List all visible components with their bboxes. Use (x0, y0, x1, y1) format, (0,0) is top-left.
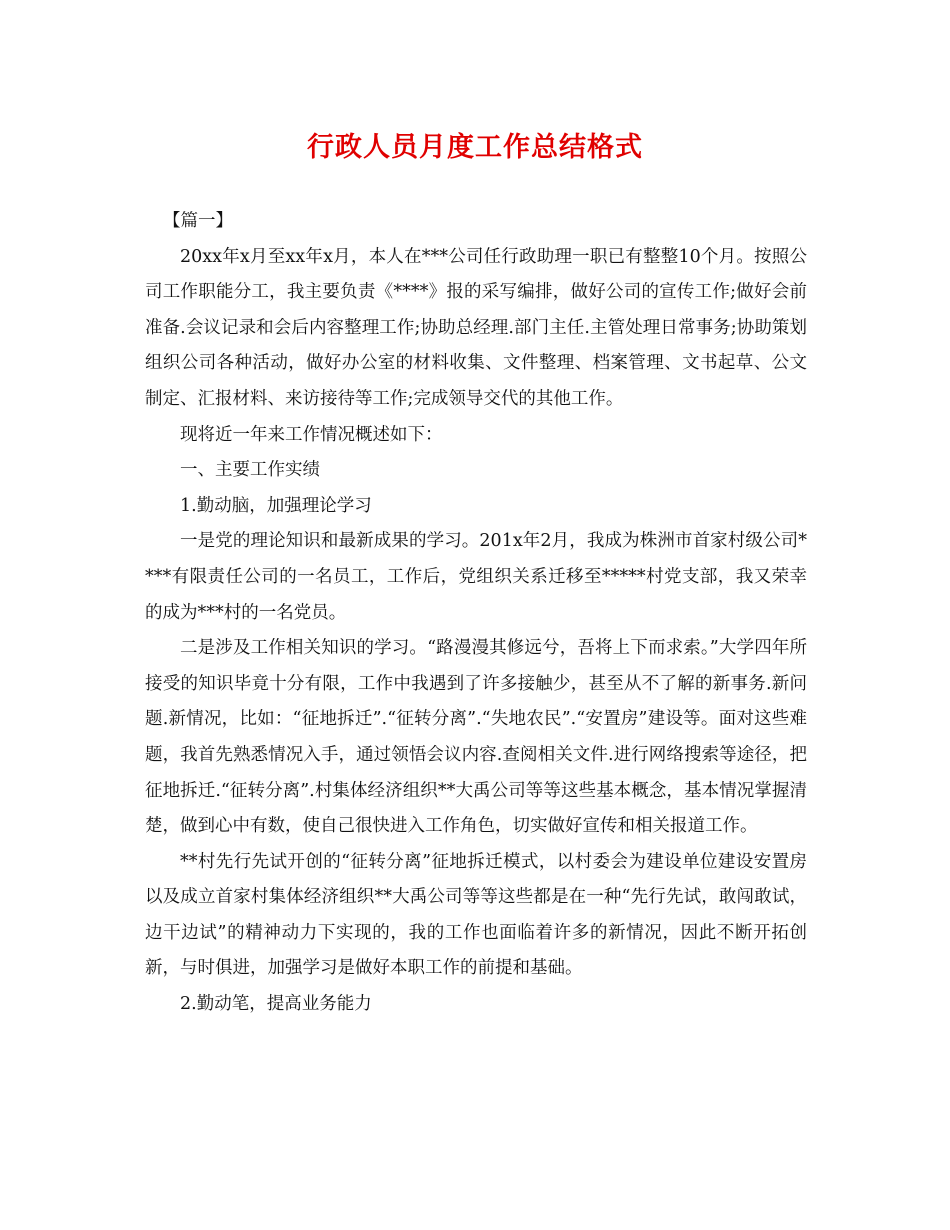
paragraph-work-knowledge: 二是涉及工作相关知识的学习。“路漫漫其修远兮，吾将上下而求索。”大学四年所接受的知识毕竟十分有限，工作中我遇到了许多接触少，甚至从不了解的新事务.新问题.新情况，比如：“征地拆迁”.“征转分离”.“失地农民”.“安置房”建设等。面对这些难题，我首先熟悉情况入手，通过领悟会议内容.查阅相关文件.进行网络搜索等途径，把征地拆迁.“征转分离”.村集体经济组织**大禹公司等等这些基本概念，基本情况掌握清楚，做到心中有数，使自己很快进入工作角色，切实做好宣传和相关报道工作。 (145, 638, 807, 837)
paragraph-innovation: **村先行先试开创的“征转分离”征地拆迁模式，以村委会为建设单位建设安置房以及成立首家村集体经济组织**大禹公司等等这些都是在一种“先行先试，敢闯敢试，边干边试”的精神动力下实现的，我的工作也面临着许多的新情况，因此不断开拓创新，与时俱进，加强学习是做好本职工作的前提和基础。 (145, 851, 807, 979)
section-heading-part-one: 【篇一】 (163, 211, 233, 231)
heading-theory-study: 1.勤动脑，加强理论学习 (180, 495, 372, 516)
heading-main-achievements: 一、主要工作实绩 (180, 460, 320, 481)
paragraph-overview: 现将近一年来工作情况概述如下： (180, 424, 443, 445)
document-title: 行政人员月度工作总结格式 (307, 132, 643, 163)
heading-writing-skills: 2.勤动笔，提高业务能力 (180, 994, 372, 1015)
document-body (145, 204, 807, 1023)
paragraph-intro: 20xx年x月至xx年x月，本人在***公司任行政助理一职已有整整10个月。按照公司工作职能分工，我主要负责《****》报的采写编排，做好公司的宣传工作;做好会前准备.会议记录和会后内容整理工作;协助总经理.部门主任.主管处理日常事务;协助策划组织公司各种活动，做好办公室的材料收集、文件整理、档案管理、文书起草、公文制定、汇报材料、来访接待等工作;完成领导交代的其他工作。 (145, 246, 807, 409)
paragraph-party-study: 一是党的理论知识和最新成果的学习。201x年2月，我成为株洲市首家村级公司****有限责任公司的一名员工，工作后，党组织关系迁移至*****村党支部，我又荣幸的成为***村的一名党员。 (145, 531, 807, 623)
